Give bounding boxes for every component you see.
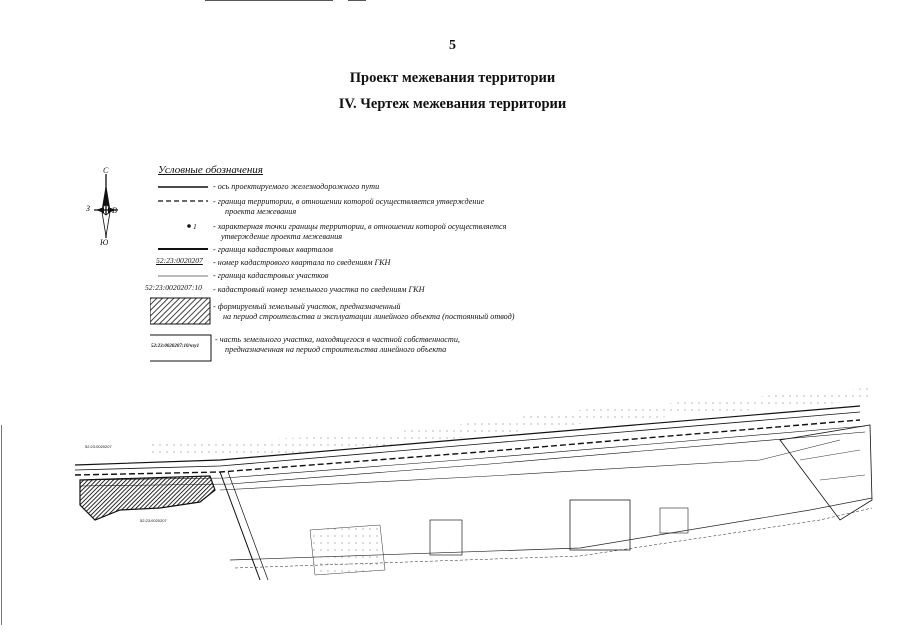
page-number: 5 — [449, 38, 456, 53]
boxed-label-symbol-text: 52:23:0020207:10/чзу1 — [151, 344, 200, 349]
hatched-box-symbol — [150, 298, 210, 324]
compass-west-label: З — [86, 204, 90, 213]
compass-east-label: В — [112, 206, 117, 215]
compass-south-label: Ю — [100, 238, 109, 247]
point-symbol-label: 1 — [193, 222, 197, 231]
drawing-label-2: 52:23:0020207 — [140, 518, 167, 523]
survey-drawing — [60, 380, 880, 590]
compass-north-label: С — [103, 166, 109, 175]
quarter-number-symbol: 52:23:0020207 — [156, 256, 203, 265]
legend-item-quarter-boundary: - граница кадастровых кварталов — [213, 245, 333, 254]
page-title: Проект межевания территории — [349, 70, 556, 86]
legend-item-territory-boundary: - граница территории, в отношении которой осуществляется утверждение проекта межевания — [213, 197, 485, 216]
legend-item-railway-axis: - ось проектируемого железнодорожного пути — [213, 182, 380, 191]
point-symbol — [187, 224, 191, 228]
parcel-number-symbol: 52:23:0020207:10 — [145, 283, 202, 292]
top-rule-left — [205, 0, 333, 1]
legend-heading: Условные обозначения — [158, 164, 263, 176]
legend-item-boundary-point: - характерная точки границы территории, в отношении которой осуществляется утверждение проекта межевания — [213, 222, 507, 241]
legend-item-parcel-number: - кадастровый номер земельного участка по сведениям ГКН — [213, 285, 425, 294]
legend-item-parcel-boundary: - граница кадастровых участков — [213, 271, 329, 280]
page-subtitle: IV. Чертеж межевания территории — [338, 96, 567, 112]
legend-item-formed-parcel: - формируемый земельный участок, предназначенный на период строительства и эксплуатации линейного объекта (постоянный отвод) — [213, 302, 515, 321]
compass-rose — [86, 166, 128, 250]
drawing-label-1: 52:23:0020207 — [85, 444, 112, 449]
legend-item-quarter-number: - номер кадастрового квартала по сведениям ГКН — [213, 258, 391, 267]
left-edge-mark — [1, 425, 2, 625]
legend-item-private-part: - часть земельного участка, находящегося в частной собственности, предназначенная на период строительства линейного объекта — [215, 335, 460, 354]
top-rule-right — [348, 0, 366, 1]
